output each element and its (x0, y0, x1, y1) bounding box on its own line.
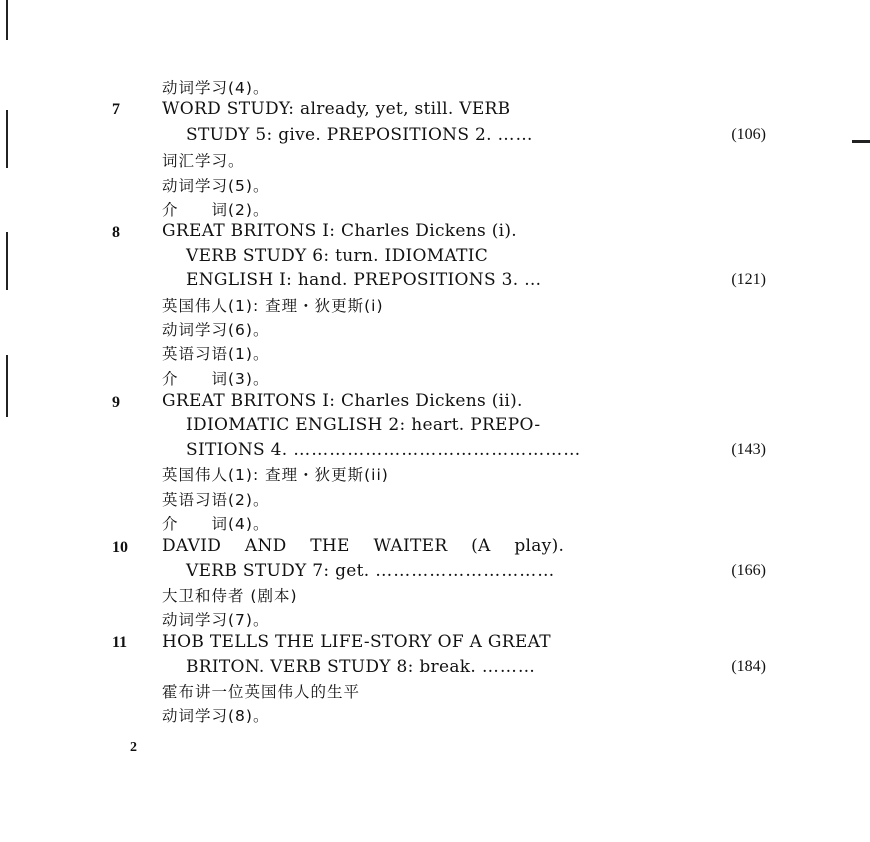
toc-entry: BRITON. VERB STUDY 8: break. ……… (186, 657, 536, 677)
page-number: 2 (130, 740, 137, 755)
toc-subentry: 介 词(3)。 (162, 370, 270, 388)
toc-entry: ENGLISH I: hand. PREPOSITIONS 3. … (186, 270, 543, 290)
lesson-number: 7 (112, 101, 120, 118)
toc-entry: VERB STUDY 7: get. ………………………… (186, 561, 556, 581)
toc-entry: GREAT BRITONS I: Charles Dickens (ii). (162, 391, 523, 411)
toc-subentry: 介 词(2)。 (162, 201, 270, 219)
toc-subentry: 英国伟人(1): 查理・狄更斯(ii) (162, 466, 389, 484)
page-ref: (121) (731, 271, 766, 288)
toc-subentry: 动词学习(4)。 (162, 79, 270, 97)
toc-entry: GREAT BRITONS I: Charles Dickens (i). (162, 221, 518, 241)
toc-subentry: 动词学习(8)。 (162, 707, 270, 725)
toc-subentry: 动词学习(7)。 (162, 611, 270, 629)
page-ref: (166) (731, 562, 766, 579)
scan-mark (6, 0, 8, 40)
toc-subentry: 霍布讲一位英国伟人的生平 (162, 683, 361, 701)
toc-subentry: 动词学习(6)。 (162, 321, 270, 339)
toc-subentry: 大卫和侍者 (剧本) (162, 587, 298, 605)
toc-subentry: 词汇学习。 (162, 152, 245, 170)
lesson-number: 11 (112, 634, 128, 651)
page-ref: (143) (731, 441, 766, 458)
toc-subentry: 英语习语(1)。 (162, 345, 270, 363)
scan-mark (6, 355, 8, 417)
page-ref: (184) (731, 658, 766, 675)
lesson-number: 10 (112, 539, 128, 556)
toc-subentry: 动词学习(5)。 (162, 177, 270, 195)
scan-mark (6, 232, 8, 290)
toc-entry: VERB STUDY 6: turn. IDIOMATIC (186, 246, 489, 266)
scan-mark (852, 140, 870, 143)
toc-entry: SITIONS 4. ………………………………………… (186, 440, 582, 460)
toc-entry: DAVID AND THE WAITER (A play). (162, 536, 565, 556)
page-ref: (106) (731, 126, 766, 143)
toc-subentry: 英国伟人(1): 查理・狄更斯(i) (162, 297, 384, 315)
toc-subentry: 介 词(4)。 (162, 515, 270, 533)
toc-entry: IDIOMATIC ENGLISH 2: heart. PREPO- (186, 415, 541, 435)
lesson-number: 9 (112, 394, 120, 411)
toc-subentry: 英语习语(2)。 (162, 491, 270, 509)
toc-entry: HOB TELLS THE LIFE-STORY OF A GREAT (162, 632, 551, 652)
toc-entry: STUDY 5: give. PREPOSITIONS 2. …… (186, 125, 534, 145)
lesson-number: 8 (112, 224, 120, 241)
toc-entry: WORD STUDY: already, yet, still. VERB (162, 99, 511, 119)
scan-mark (6, 110, 8, 168)
